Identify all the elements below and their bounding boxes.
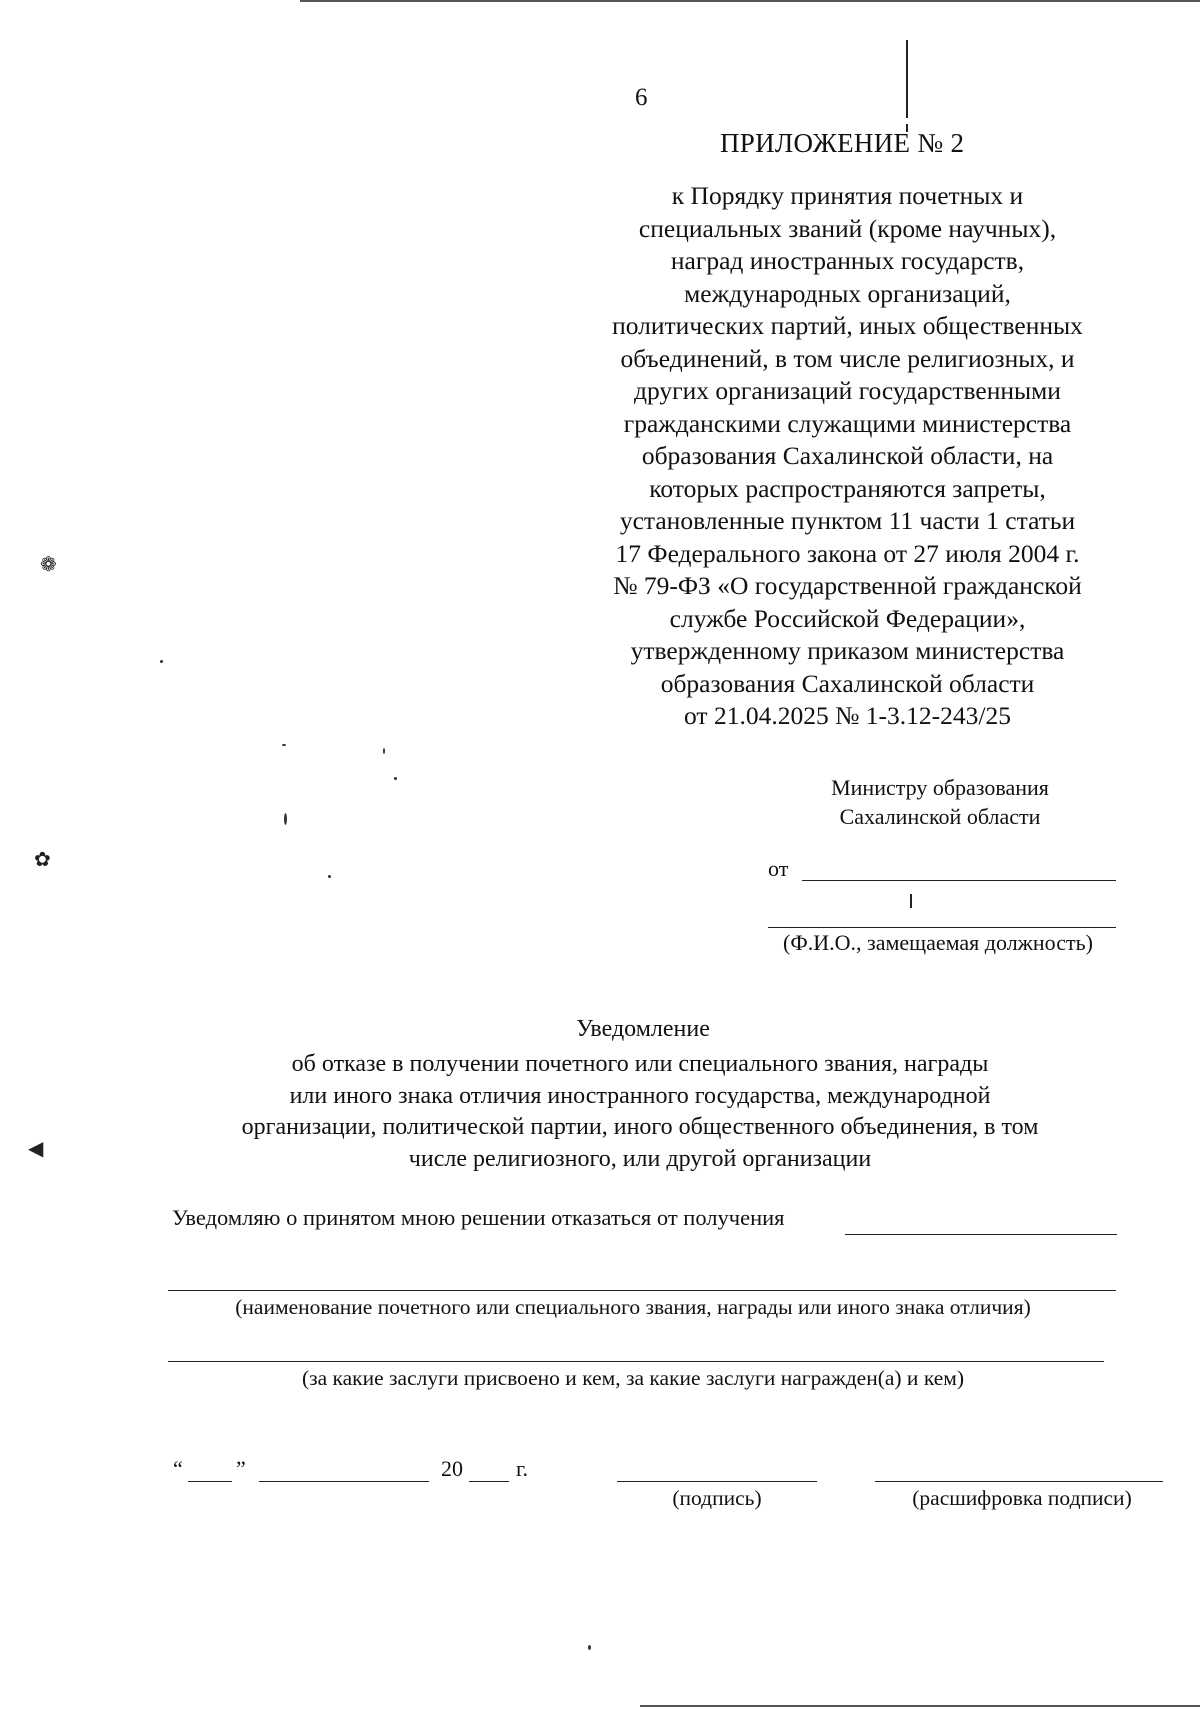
notice-subtitle — [180, 1049, 1100, 1175]
appendix-line: установленные пунктом 11 части 1 статьи — [619, 506, 1076, 535]
appendix-line: политических партий, иных общественных — [612, 311, 1083, 340]
hole-punch-mark: ❁ — [40, 554, 57, 576]
appendix-line: которых распространяются запреты, — [649, 473, 1046, 503]
signature-decoding-field[interactable] — [875, 1481, 1163, 1482]
scan-speck — [160, 660, 163, 663]
appendix-line: гражданскими служащими министерства — [623, 408, 1072, 438]
appendix-reference — [570, 180, 1125, 733]
notice-statement: Уведомляю о принятом мною решении отказаться от получения — [172, 1205, 785, 1230]
appendix-line: наград иностранных государств, — [670, 246, 1025, 275]
notice-subtitle-line: или иного знака отличия иностранного государства, международной — [289, 1082, 991, 1109]
scan-speck — [328, 875, 331, 878]
notice-subtitle-line: организации, политической партии, иного общественного объединения, в том — [241, 1114, 1039, 1140]
appendix-line: службе Российской Федерации», — [669, 603, 1026, 633]
date-year-prefix: 20 — [441, 1456, 463, 1481]
addressee-line: Министру образования — [831, 775, 1049, 800]
scan-edge-bottom — [640, 1705, 1200, 1707]
appendix-line: объединений, в том числе религиозных, и — [620, 343, 1075, 373]
notice-title: Уведомление — [576, 1016, 710, 1042]
scan-speck — [588, 1645, 591, 1650]
hole-punch-mark: ✿ — [34, 849, 51, 871]
scan-edge-top — [300, 0, 1200, 2]
award-name-field[interactable] — [845, 1234, 1117, 1235]
appendix-line: образования Сахалинской области, на — [641, 441, 1054, 470]
scan-speck — [282, 744, 286, 746]
award-name-field-continued[interactable] — [168, 1290, 1116, 1291]
date-quote-open: “ — [173, 1456, 183, 1481]
appendix-line: 17 Федерального закона от 27 июля 2004 г. — [615, 538, 1080, 568]
signature-field[interactable] — [617, 1481, 817, 1482]
hole-punch-mark: ◀ — [28, 1138, 44, 1160]
appendix-line: утвержденному приказом министерства — [630, 636, 1065, 665]
fio-caption: (Ф.И.О., замещаемая должность) — [783, 930, 1093, 955]
addressee-block — [800, 774, 1080, 831]
scan-speck — [383, 748, 385, 754]
from-label: от — [768, 856, 789, 881]
appendix-line: других организаций государственными — [634, 376, 1061, 405]
date-quote-close: ” — [236, 1456, 246, 1481]
appendix-line: специальных званий (кроме научных), — [638, 213, 1057, 243]
appendix-line: № 79-ФЗ «О государственной гражданской — [613, 571, 1082, 600]
scan-speck — [284, 813, 287, 825]
position-field[interactable] — [768, 927, 1116, 928]
date-day-field[interactable] — [188, 1481, 232, 1482]
date-year-suffix: г. — [516, 1456, 529, 1481]
date-month-field[interactable] — [259, 1481, 429, 1482]
appendix-line: международных организаций, — [684, 278, 1011, 308]
scan-tick-mark — [910, 894, 912, 908]
signature-caption: (подпись) — [672, 1486, 762, 1510]
award-caption: (наименование почетного или специального звания, награды или иного знака отличия) — [235, 1295, 1031, 1319]
date-year-field[interactable] — [469, 1481, 509, 1482]
scan-vertical-mark — [906, 40, 908, 118]
merits-caption: (за какие заслуги присвоено и кем, за какие заслуги награжден(а) и кем) — [301, 1366, 965, 1390]
notice-subtitle-line: числе религиозного, или другой организации — [408, 1145, 872, 1172]
merits-field[interactable] — [168, 1361, 1104, 1362]
addressee-line: Сахалинской области — [839, 803, 1041, 829]
appendix-title: ПРИЛОЖЕНИЕ № 2 — [720, 128, 965, 158]
page-number: 6 — [635, 84, 648, 111]
from-name-field[interactable] — [802, 880, 1116, 881]
notice-subtitle-line: об отказе в получении почетного или специального звания, награды — [291, 1051, 989, 1077]
decoding-caption: (расшифровка подписи) — [912, 1486, 1132, 1510]
appendix-line: образования Сахалинской области — [660, 668, 1035, 698]
appendix-line: от 21.04.2025 № 1-3.12-243/25 — [684, 701, 1011, 730]
scan-speck — [394, 777, 397, 780]
appendix-line: к Порядку принятия почетных и — [671, 181, 1024, 210]
